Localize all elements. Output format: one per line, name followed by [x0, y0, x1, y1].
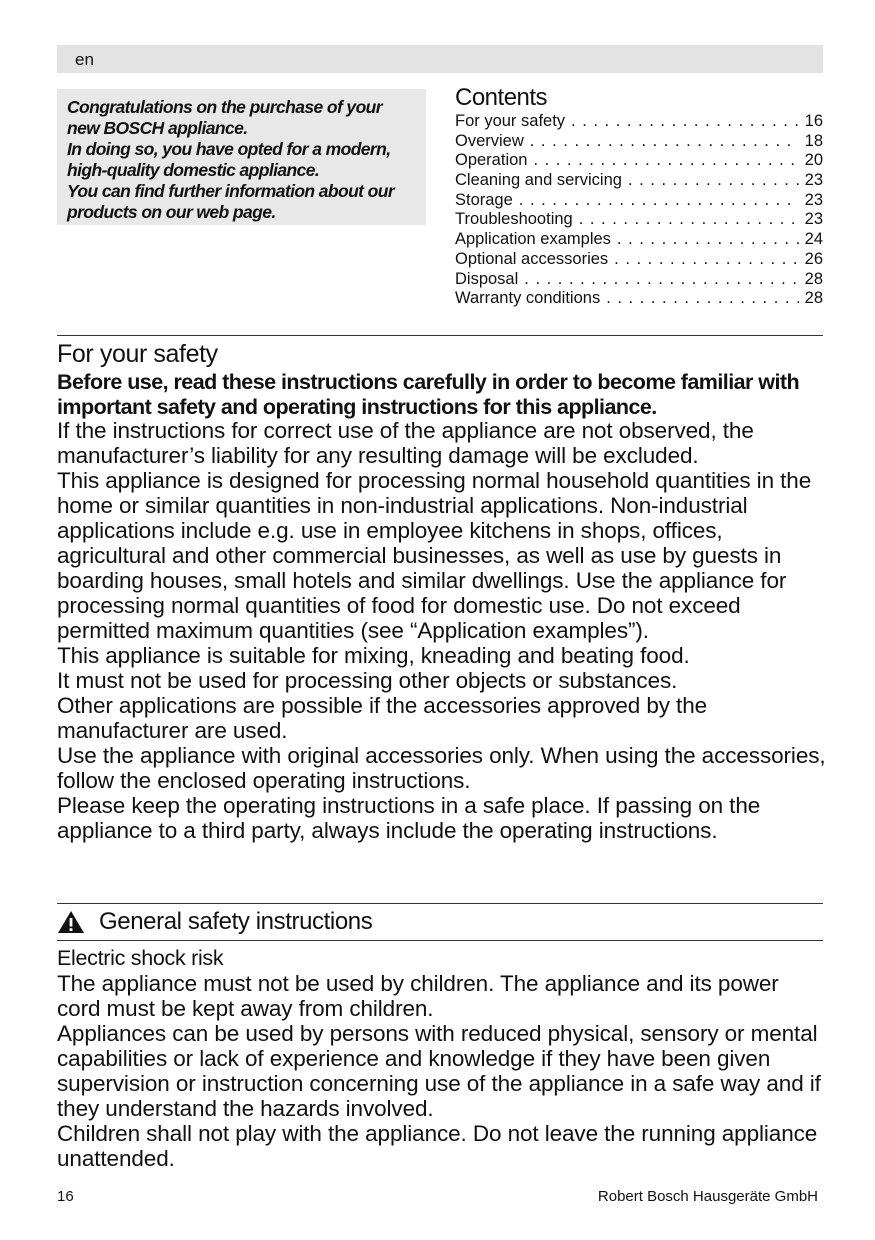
intro-box — [57, 89, 426, 225]
toc-leader — [527, 151, 799, 171]
table-of-contents — [455, 112, 823, 309]
toc-leader — [573, 210, 799, 230]
toc-entry[interactable] — [455, 270, 823, 290]
footer-company: Robert Bosch Hausgeräte GmbH — [597, 1188, 818, 1205]
safety-body — [57, 418, 827, 843]
toc-entry-page: 28 — [804, 269, 823, 288]
electric-shock-heading: Electric shock risk — [57, 946, 224, 970]
toc-entry-title: Warranty conditions — [455, 289, 601, 308]
toc-entry-page: 20 — [804, 151, 823, 170]
toc-entry-page: 28 — [804, 289, 823, 308]
general-safety-body — [57, 971, 827, 1171]
safety-paragraph: It must not be used for processing other objects or substances. — [57, 668, 678, 693]
toc-entry-title: Overview — [455, 131, 524, 150]
toc-leader — [611, 230, 799, 250]
toc-entry-page: 23 — [804, 190, 823, 209]
toc-entry-title: Storage — [455, 190, 513, 209]
general-safety-title: General safety instructions — [99, 908, 373, 935]
toc-entry-title: Troubleshooting — [455, 210, 573, 229]
toc-entry-title: Operation — [455, 151, 528, 170]
toc-entry[interactable] — [455, 151, 823, 171]
section-divider — [57, 940, 823, 941]
safety-heading: For your safety — [57, 340, 218, 368]
intro-line: high-quality domestic appliance. — [67, 160, 320, 180]
toc-entry[interactable] — [455, 250, 823, 270]
intro-line: products on our web page. — [67, 202, 276, 222]
toc-entry-page: 23 — [804, 171, 823, 190]
intro-line: You can find further information about our — [67, 181, 395, 201]
section-divider — [57, 903, 823, 904]
toc-leader — [565, 112, 799, 132]
toc-entry-title: Disposal — [455, 269, 519, 288]
section-divider — [57, 335, 823, 336]
language-bar — [57, 45, 823, 73]
toc-entry-page: 16 — [804, 112, 823, 130]
toc-entry[interactable] — [455, 171, 823, 191]
toc-leader — [524, 132, 799, 152]
intro-line: Congratulations on the purchase of your — [67, 97, 382, 117]
intro-line: new BOSCH appliance. — [67, 118, 248, 138]
toc-leader — [513, 191, 799, 211]
page-number: 16 — [57, 1188, 74, 1205]
safety-paragraph: This appliance is designed for processing normal household quantities in the home or similar quantities in non-industrial applications. Non-industrial applications include e.g. use in employee kitchens in shops, offices, agricultural and other commercial businesses, as well as use by guests in boarding houses, small hotels and similar dwellings. Use the appliance for processing normal quantities of food for domestic use. Do not exceed permitted maximum quantities (see “Application examples”). — [57, 468, 812, 643]
toc-leader — [608, 250, 799, 270]
toc-entry[interactable] — [455, 112, 823, 132]
toc-entry[interactable] — [455, 289, 823, 309]
toc-entry-title: Optional accessories — [455, 249, 609, 268]
toc-leader — [622, 171, 799, 191]
toc-leader — [600, 289, 799, 309]
warning-icon — [57, 910, 85, 934]
toc-entry[interactable] — [455, 132, 823, 152]
toc-entry[interactable] — [455, 210, 823, 230]
contents-title: Contents — [455, 84, 548, 111]
general-paragraph: Appliances can be used by persons with reduced physical, sensory or mental capabilities or lack of experience and knowledge if they have been given supervision or instruction concerning use of the appliance in a safe way and if they understand the hazards involved. — [57, 1021, 821, 1121]
general-paragraph: The appliance must not be used by children. The appliance and its power cord must be kept away from children. — [57, 971, 779, 1021]
toc-entry-page: 24 — [804, 230, 823, 249]
toc-entry-page: 23 — [804, 210, 823, 229]
general-paragraph: Children shall not play with the appliance. Do not leave the running appliance unattended. — [57, 1121, 818, 1171]
toc-entry-page: 18 — [804, 131, 823, 150]
toc-entry-page: 26 — [804, 249, 823, 268]
toc-entry[interactable] — [455, 191, 823, 211]
safety-lead: Before use, read these instructions carefully in order to become familiar with important safety and operating instructions for this appliance. — [57, 370, 800, 419]
toc-entry-title: Application examples — [455, 230, 611, 249]
toc-leader — [518, 270, 799, 290]
toc-entry-title: Cleaning and servicing — [455, 171, 622, 190]
language-code: en — [75, 50, 94, 69]
safety-paragraph: If the instructions for correct use of the appliance are not observed, the manufacturer’s liability for any resulting damage will be excluded. — [57, 418, 754, 468]
toc-entry[interactable] — [455, 230, 823, 250]
safety-paragraph: This appliance is suitable for mixing, kneading and beating food. — [57, 643, 690, 668]
safety-paragraph: Please keep the operating instructions in a safe place. If passing on the appliance to a third party, always include the operating instructions. — [57, 793, 761, 843]
intro-line: In doing so, you have opted for a modern, — [67, 139, 391, 159]
toc-entry-title: For your safety — [455, 112, 566, 130]
general-safety-heading — [57, 906, 372, 938]
safety-paragraph: Other applications are possible if the accessories approved by the manufacturer are used. — [57, 693, 708, 743]
safety-paragraph: Use the appliance with original accessories only. When using the accessories, follow the enclosed operating instructions. — [57, 743, 826, 793]
